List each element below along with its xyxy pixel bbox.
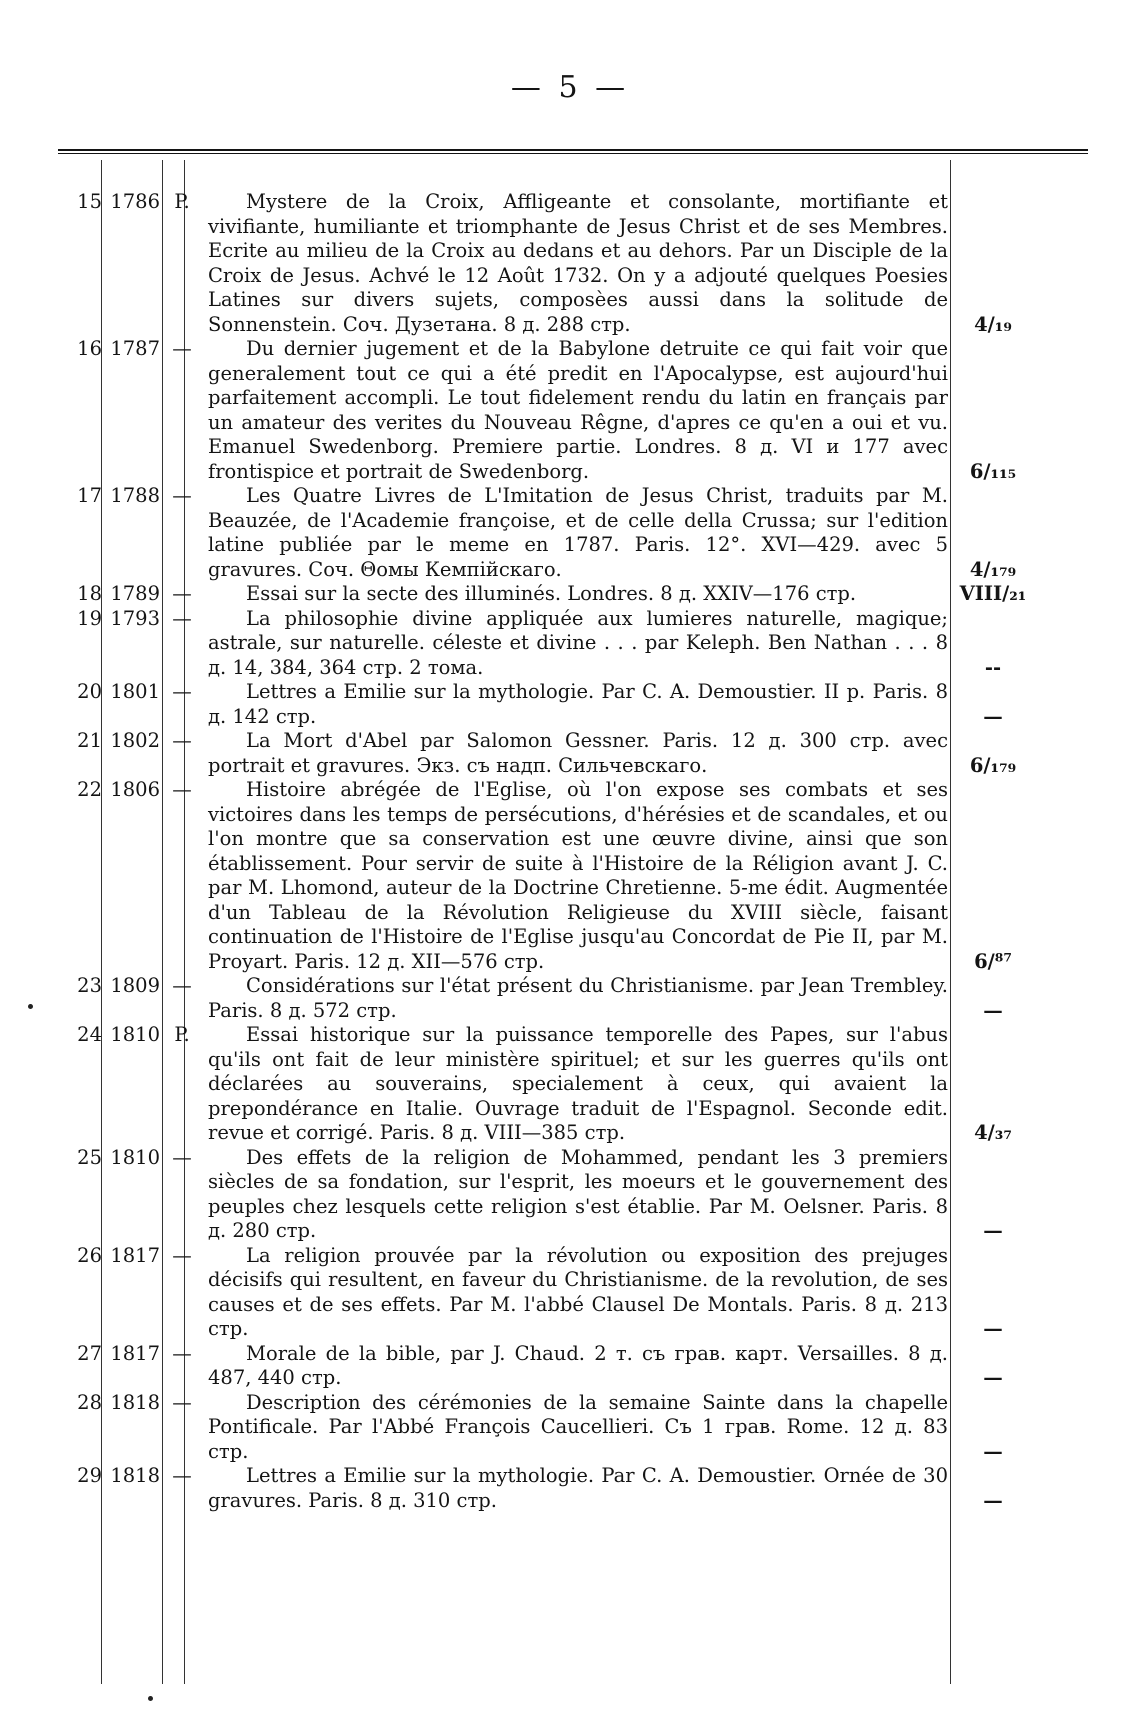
entry-price: — [983,1317,1003,1340]
entry-mark: — [172,606,192,630]
entry-number: 18 [77,582,102,605]
entry-text: Considérations sur l'état présent du Christianisme. par Jean Trembley. Paris. 8 д. 572 стр. [208,974,948,1022]
catalog-entry [60,607,1090,681]
catalog-entry [60,1391,1090,1465]
entry-number: 23 [77,974,102,997]
entry-number: 24 [77,1023,102,1046]
entry-year: 1806 [110,778,160,801]
catalog-entries [60,190,1090,1513]
entry-mark: — [172,680,192,703]
catalog-entry [60,729,1090,778]
catalog-entry [60,1023,1090,1146]
page-number: — 5 — [510,70,630,105]
entry-number: 26 [77,1243,102,1267]
entry-year: 1810 [110,1145,160,1169]
header-rule-thin [58,153,1088,154]
entry-year: 1818 [110,1464,160,1487]
entry-number: 20 [77,680,102,703]
catalog-entry [60,1146,1090,1244]
entry-price: — [983,1219,1003,1242]
entry-mark: — [172,484,192,507]
entry-text: Histoire abrégée de l'Eglise, où l'on expose ses combats et ses victoires dans les temps de persécutions, d'hérésies et de scandales, et ou l'on montre que sa conservation est une œuvre divine, ainsi que son établissement. Pour servir de suite à l'Histoire de la Réligion avant J. C. par M. Lhomond, auteur de la Doctrine Chretienne. 5-me édit. Augmentée d'un Tableau de la Révolution Religieuse du XVIII siècle, faisant continuation de l'Histoire de l'Eglise jusqu'au Concordat de Pie II, par M. Proyart. Paris. 12 д. XII—576 стр. [208,778,948,973]
entry-price: — [983,1488,1003,1512]
header-rule [58,149,1088,151]
entry-number: 16 [77,337,102,360]
entry-number: 25 [77,1145,102,1169]
entry-mark: — [172,778,192,801]
catalog-entry [60,484,1090,582]
entry-price: — [983,704,1003,728]
entry-price: 4/₁₇₉ [969,557,1017,581]
catalog-entry [60,680,1090,729]
entry-number: 29 [77,1464,102,1487]
entry-year: 1788 [110,484,160,507]
entry-price: 6/⁸⁷ [974,949,1012,973]
entry-text: Essai sur la secte des illuminés. Londres. 8 д. XXIV—176 стр. [246,582,857,605]
catalog-entry [60,190,1090,337]
catalog-entry [60,1244,1090,1342]
entry-price: — [983,1366,1003,1389]
entry-text: Description des cérémonies de la semaine Sainte dans la chapelle Pontificale. Par l'Abbé François Caucellieri. Съ 1 грав. Rome. 12 д. 83 стр. [208,1390,948,1463]
ink-blot [148,1696,153,1701]
entry-number: 27 [77,1341,102,1365]
catalog-entry [60,1342,1090,1391]
catalog-entry [60,974,1090,1023]
entry-number: 17 [77,484,102,507]
entry-mark: P. [174,190,190,213]
entry-number: 15 [77,190,102,213]
catalog-entry [60,337,1090,484]
entry-mark: — [172,1390,192,1414]
entry-mark: — [172,1243,192,1267]
entry-text: Lettres a Emilie sur la mythologie. Par C. A. Demoustier. Ornée de 30 gravures. Paris. 8 д. 310 стр. [208,1464,948,1512]
entry-text: Essai historique sur la puissance temporelle des Papes, sur l'abus qu'ils ont fait de leur ministère spirituel; et sur les guerres qu'ils ont déclarées au souverains, specialement à ceux, qui avaient la prepondérance en Italie. Ouvrage traduit de l'Espagnol. Seconde edit. revue et corrigé. Paris. 8 д. VIII—385 стр. [208,1023,948,1144]
entry-year: 1801 [110,680,160,703]
entry-text: Mystere de la Croix, Affligeante et consolante, mortifiante et vivifiante, humiliante et triomphante de Jesus Christ et de ses Membres. Ecrite au milieu de la Croix au dedans et au dehors. Par un Disciple de la Croix de Jesus. Achvé le 12 Août 1732. On y a adjouté quelques Poesies Latines sur divers sujets, composèes aussi dans la solitude de Sonnenstein. Соч. Дузетана. 8 д. 288 стр. [208,190,948,336]
entry-number: 22 [77,778,102,801]
entry-mark: — [172,1464,192,1487]
entry-text: Morale de la bible, par J. Chaud. 2 т. съ грав. карт. Versailles. 8 д. 487, 440 стр. [208,1341,948,1389]
entry-mark: — [172,974,192,997]
entry-text: La religion prouvée par la révolution ou exposition des prejuges décisifs qui resultent, en faveur du Christianisme. de la revolution, de ses causes et de ses effets. Par M. l'abbé Clausel De Montals. Paris. 8 д. 213 стр. [208,1243,948,1340]
entry-year: 1817 [110,1243,160,1267]
entry-text: La Mort d'Abel par Salomon Gessner. Paris. 12 д. 300 стр. avec portrait et gravures. Экз. съ надп. Сильчевскаго. [208,729,948,777]
entry-text: Des effets de la religion de Mohammed, pendant les 3 premiers siècles de sa fondation, sur l'esprit, les moeurs et le gouvernement des peuples chez lesquels cette religion s'est établie. Par M. Oelsner. Paris. 8 д. 280 стр. [208,1145,948,1242]
entry-price: VIII/₂₁ [959,582,1027,605]
entry-year: 1809 [110,974,160,997]
entry-year: 1802 [110,729,160,752]
entry-year: 1793 [110,606,160,630]
entry-mark: — [172,1145,192,1169]
entry-price: 6/₁₇₉ [969,753,1017,777]
entry-text: Les Quatre Livres de L'Imitation de Jesus Christ, traduits par M. Beauzée, de l'Academie françoise, et de celle della Crussa; sur l'edition latine publiée par le meme en 1787. Paris. 12°. XVI—429. avec 5 gravures. Соч. Θомы Кемпійскаго. [208,484,948,581]
catalog-entry [60,1464,1090,1513]
entry-number: 28 [77,1390,102,1414]
entry-text: Du dernier jugement et de la Babylone detruite ce qui fait voir que generalement tout ce qui a été predit en l'Apocalypse, est aujourd'hui parfaitement accompli. Le tout fidelement rendu du latin en français par un amateur des verites du Nouveau Rêgne, d'apres ce qu'en a oui et vu. Emanuel Swedenborg. Premiere partie. Londres. 8 д. VI и 177 avec frontispice et portrait de Swedenborg. [208,337,948,483]
entry-year: 1789 [110,582,160,605]
entry-text: La philosophie divine appliquée aux lumieres naturelle, magique; astrale, sur naturelle. céleste et divine . . . par Keleph. Ben Nathan . . . 8 д. 14, 384, 364 стр. 2 тома. [208,606,948,679]
entry-price: 6/₁₁₅ [969,459,1017,483]
entry-mark: — [172,582,192,605]
entry-price: -- [984,655,1002,679]
entry-price: 4/₁₉ [974,312,1012,336]
entry-text: Lettres a Emilie sur la mythologie. Par C. A. Demoustier. II p. Paris. 8 д. 142 стр. [208,680,948,728]
ink-blot [28,1004,33,1009]
entry-year: 1817 [110,1341,160,1365]
entry-price: — [983,1439,1003,1463]
entry-mark: P. [174,1023,190,1046]
entry-year: 1818 [110,1390,160,1414]
entry-year: 1786 [110,190,160,213]
entry-mark: — [172,1341,192,1365]
entry-number: 21 [77,729,102,752]
entry-year: 1787 [110,337,160,360]
entry-mark: — [172,337,192,360]
entry-number: 19 [77,606,102,630]
entry-year: 1810 [110,1023,160,1046]
catalog-entry [60,778,1090,974]
entry-price: — [983,998,1003,1022]
catalog-entry [60,582,1090,607]
entry-mark: — [172,729,192,752]
entry-price: 4/₃₇ [974,1121,1012,1144]
